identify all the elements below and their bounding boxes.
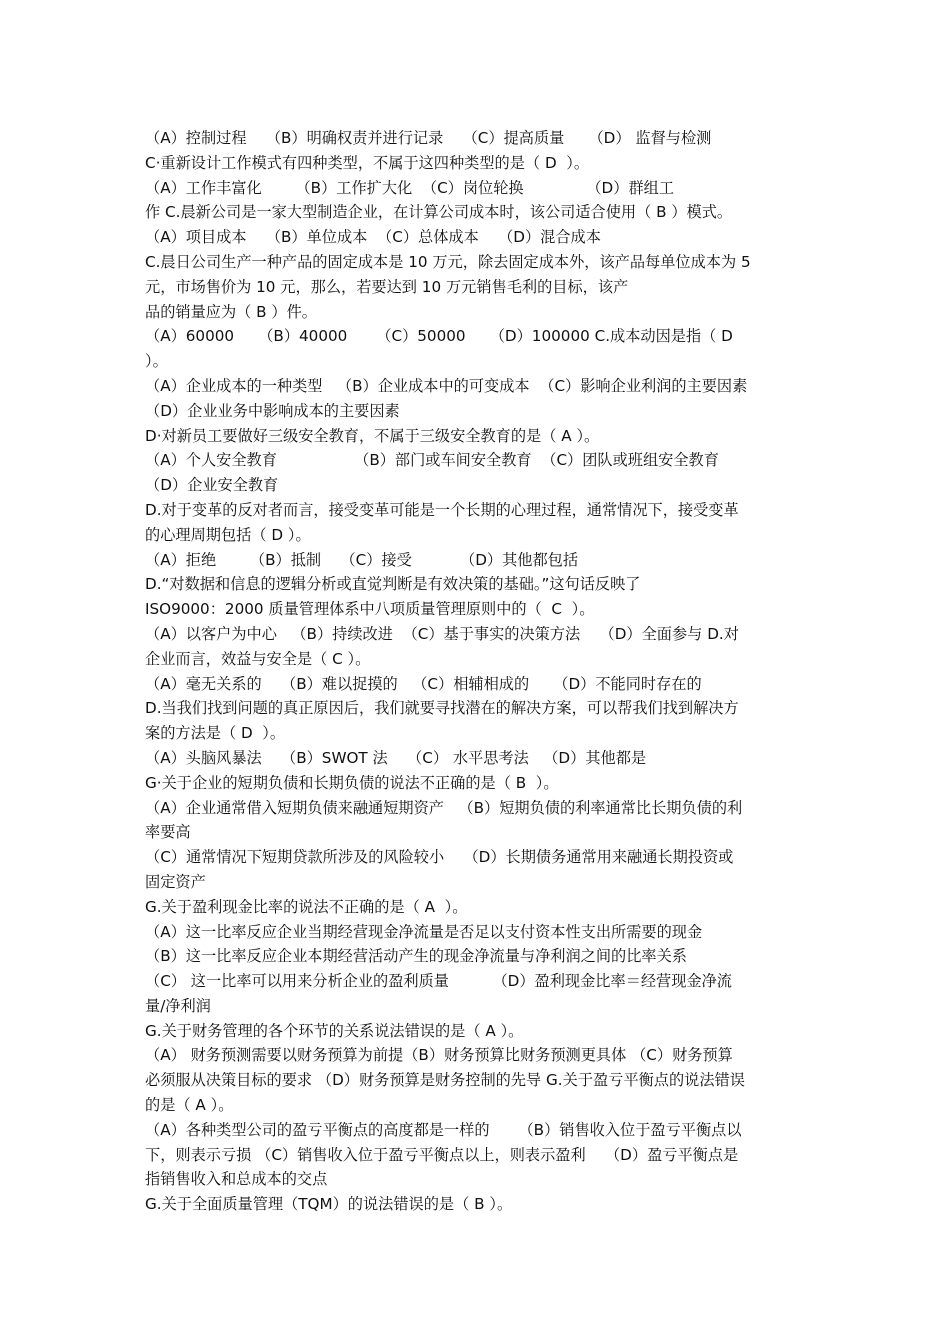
text-line: （A）企业成本的一种类型 （B）企业成本中的可变成本 （C）影响企业利润的主要因素 — [145, 376, 748, 395]
text-line: （A）企业通常借入短期负债来融通短期资产 （B）短期负债的利率通常比长期负债的利 — [145, 798, 743, 817]
text-line: （C） 这一比率可以用来分析企业的盈利质量 （D）盈利现金比率＝经营现金净流 — [145, 972, 732, 991]
text-line: 的是（ A ）。 — [145, 1096, 234, 1115]
text-line: G.关于财务管理的各个环节的关系说法错误的是（ A ）。 — [145, 1021, 524, 1040]
text-line: C·重新设计工作模式有四种类型，不属于这四种类型的是（ D ）。 — [145, 153, 590, 172]
text-line: （C）通常情况下短期贷款所涉及的风险较小 （D）长期债务通常用来融通长期投资或 — [145, 848, 734, 867]
text-line: 案的方法是（ D ）。 — [145, 724, 286, 743]
text-line: D.当我们找到问题的真正原因后，我们就要寻找潜在的解决方案，可以帮我们找到解决方 — [145, 699, 739, 718]
text-line: （A）个人安全教育 （B）部门或车间安全教育 （C）团队或班组安全教育 — [145, 451, 719, 470]
text-line: （A）控制过程 （B）明确权责并进行记录 （C）提高质量 （D） 监督与检测 — [145, 129, 712, 147]
text-line: 固定资产 — [145, 872, 206, 891]
text-line: ISO9000：2000 质量管理体系中八项质量管理原则中的（ C ）。 — [145, 600, 595, 619]
text-line: ）。 — [145, 352, 168, 371]
text-line: 作 C.晨新公司是一家大型制造企业，在计算公司成本时，该公司适合使用（ B ）模式。 — [145, 203, 733, 222]
text-line: （A）这一比率反应企业当期经营现金净流量是否足以支付资本性支出所需要的现金 — [145, 922, 703, 941]
text-line: 必须服从决策目标的要求 （D）财务预算是财务控制的先导 G.关于盈亏平衡点的说法错误 — [145, 1071, 745, 1090]
text-line: （A）项目成本 （B）单位成本 （C）总体成本 （D）混合成本 — [145, 228, 601, 247]
text-line: 下，则表示亏损 （C）销售收入位于盈亏平衡点以上，则表示盈利 （D）盈亏平衡点是 — [145, 1145, 739, 1164]
text-line: （A）各种类型公司的盈亏平衡点的高度都是一样的 （B）销售收入位于盈亏平衡点以 — [145, 1120, 742, 1139]
text-line: 品的销量应为（ B ）件。 — [145, 302, 317, 321]
text-line: （D）企业安全教育 — [145, 476, 279, 495]
text-line: 元，市场售价为 10 元，那么，若要达到 10 万元销售毛利的目标，该产 — [145, 277, 629, 296]
text-line: （A）60000 （B）40000 （C）50000 （D）100000 C.成本动因是指（ D — [145, 327, 733, 346]
text-line: C.晨日公司生产一种产品的固定成本是 10 万元，除去固定成本外，该产品每单位成本为 5 — [145, 252, 751, 271]
text-line: D·对新员工要做好三级安全教育，不属于三级安全教育的是（ A ）。 — [145, 426, 600, 445]
text-line: （D）企业业务中影响成本的主要因素 — [145, 401, 400, 420]
document-page — [145, 126, 809, 1217]
text-line: （A）拒绝 （B）抵制 （C）接受 （D）其他都包括 — [145, 550, 579, 569]
text-line: G·关于企业的短期负债和长期负债的说法不正确的是（ B ）。 — [145, 773, 559, 792]
text-line: （B）这一比率反应企业本期经营活动产生的现金净流量与净利润之间的比率关系 — [145, 947, 687, 966]
text-line: D.对于变革的反对者而言，接受变革可能是一个长期的心理过程，通常情况下，接受变革 — [145, 500, 739, 519]
text-line: （A）工作丰富化 （B）工作扩大化 （C）岗位轮换 （D）群组工 — [145, 178, 675, 197]
text-line: （A）毫无关系的 （B）难以捉摸的 （C）相辅相成的 （D）不能同时存在的 — [145, 674, 702, 693]
text-line: 企业而言，效益与安全是（ C ）。 — [145, 649, 371, 668]
text-line: 率要高 — [145, 823, 191, 842]
text-line: （A）以客户为中心 （B）持续改进 （C）基于事实的决策方法 （D）全面参与 D.对 — [145, 624, 739, 643]
text-line: G.关于全面质量管理（TQM）的说法错误的是（ B ）。 — [145, 1195, 513, 1214]
text-line: G.关于盈利现金比率的说法不正确的是（ A ）。 — [145, 897, 468, 916]
text-line: （A） 财务预测需要以财务预算为前提（B）财务预算比财务预测更具体 （C）财务预算 — [145, 1046, 733, 1065]
text-line: 量/净利润 — [145, 996, 211, 1015]
text-line: （A）头脑风暴法 （B）SWOT 法 （C） 水平思考法 （D）其他都是 — [145, 748, 647, 767]
text-line: 指销售收入和总成本的交点 — [145, 1170, 328, 1189]
text-line: 的心理周期包括（ D ）。 — [145, 525, 311, 544]
text-line: D.“对数据和信息的逻辑分析或直觉判断是有效决策的基础。”这句话反映了 — [145, 575, 641, 594]
